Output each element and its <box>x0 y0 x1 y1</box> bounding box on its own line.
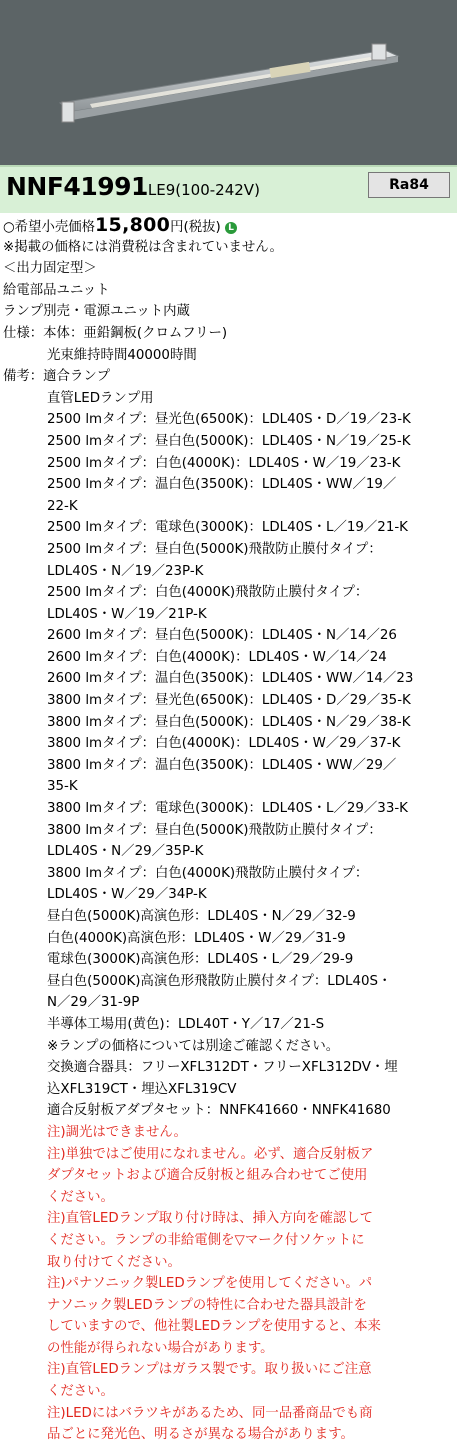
remark-line: LDL40S・W／19／21P-K <box>47 606 207 622</box>
info-line: ランプ別売・電源ユニット内蔵 <box>3 304 190 320</box>
remark-line: 22-K <box>47 498 78 514</box>
note-line: 注)パナソニック製LEDランプを使用してください。パ <box>47 1276 373 1292</box>
eco-mark-icon: L <box>225 222 237 234</box>
remark-line: 2600 lmタイプ：温白色(3500K)：LDL40S・WW／14／23 <box>47 671 414 687</box>
info-line: ※掲載の価格には消費税は含まれていません。 <box>3 239 283 255</box>
remark-line: 35-K <box>47 779 78 795</box>
info-line: 給電部品ユニット <box>3 282 110 298</box>
remark-line: 電球色(3000K)高演色形：LDL40S・L／29／29-9 <box>47 952 354 968</box>
note-line: 注)調光はできません。 <box>47 1124 187 1140</box>
general-info <box>3 237 457 345</box>
spec-sub-line: 光束維持時間40000時間 <box>47 347 197 363</box>
remark-line: 3800 lmタイプ：白色(4000K)：LDL40S・W／29／37-K <box>47 736 401 752</box>
remarks-list <box>3 388 457 1122</box>
price-line: ○希望小売価格15,800円(税抜) L <box>3 215 457 237</box>
remark-line: 適合反射板アダプタセット：NNFK41660・NNFK41680 <box>47 1103 391 1119</box>
remark-line: LDL40S・N／29／35P-K <box>47 844 204 860</box>
remark-line: 3800 lmタイプ：昼白色(5000K)飛散防止膜付タイプ： <box>47 822 382 838</box>
remark-line: 3800 lmタイプ：電球色(3000K)：LDL40S・L／29／33-K <box>47 801 408 817</box>
remark-line: 昼白色(5000K)高演色形：LDL40S・N／29／32-9 <box>47 909 356 924</box>
remark-line: N／29／31-9P <box>47 995 140 1011</box>
info-line: ＜出力固定型＞ <box>3 261 97 277</box>
note-line: 注)直管LEDランプ取り付け時は、挿入方向を確認して <box>47 1211 374 1227</box>
price-amount: 15,800 <box>95 215 171 236</box>
product-header <box>0 165 457 213</box>
remark-line: 昼白色(5000K)高演色形飛散防止膜付タイプ：LDL40S・ <box>47 973 392 989</box>
note-line: ください。 <box>47 1189 114 1205</box>
note-line: 注)直管LEDランプはガラス製です。取り扱いにご注意 <box>47 1362 372 1378</box>
remark-line: 2500 lmタイプ：白色(4000K)飛散防止膜付タイプ： <box>47 585 369 601</box>
remark-line: 3800 lmタイプ：昼白色(5000K)：LDL40S・N／29／38-K <box>47 714 411 730</box>
note-line: 注)LEDにはバラツキがあるため、同一品番商品でも商 <box>47 1405 373 1421</box>
remark-line: 3800 lmタイプ：昼光色(6500K)：LDL40S・D／29／35-K <box>47 693 411 709</box>
remark-line: 2600 lmタイプ：白色(4000K)：LDL40S・W／14／24 <box>47 649 387 665</box>
note-line: 取り付けてください。 <box>47 1254 181 1270</box>
remark-line: 白色(4000K)高演色形：LDL40S・W／29／31-9 <box>47 930 346 946</box>
light-fixture-image <box>0 0 457 165</box>
remark-line: 3800 lmタイプ：白色(4000K)飛散防止膜付タイプ： <box>47 865 369 881</box>
remark-line: 2500 lmタイプ：昼光色(6500K)：LDL40S・D／19／23-K <box>47 412 411 428</box>
remark-line: 半導体工場用(黄色)：LDL40T・Y／17／21-S <box>47 1016 325 1032</box>
remark-line: 2500 lmタイプ：昼白色(5000K)飛散防止膜付タイプ： <box>47 541 382 557</box>
product-photo <box>0 0 457 165</box>
remark-line: 3800 lmタイプ：温白色(3500K)：LDL40S・WW／29／ <box>47 757 397 773</box>
remark-line: LDL40S・W／29／34P-K <box>47 887 207 903</box>
remark-line: 直管LEDランプ用 <box>47 390 154 406</box>
remark-line: 交換適合器具：フリーXFL312DT・フリーXFL312DV・埋 <box>47 1060 398 1076</box>
remark-line: 2500 lmタイプ：昼白色(5000K)：LDL40S・N／19／25-K <box>47 433 411 449</box>
note-line: していますので、他社製LEDランプを使用すると、本来 <box>47 1319 381 1335</box>
model-suffix: LE9(100-242V) <box>147 181 260 199</box>
note-line: ナソニック製LEDランプの特性に合わせた器具設計を <box>47 1297 367 1313</box>
spec-content <box>0 213 457 1446</box>
ra-badge: Ra84 <box>368 172 450 198</box>
note-line: ダプタセットおよび適合反射板と組み合わせてご使用 <box>47 1168 368 1184</box>
remark-line: 2500 lmタイプ：温白色(3500K)：LDL40S・WW／19／ <box>47 477 397 493</box>
remark-line: LDL40S・N／19／23P-K <box>47 563 204 579</box>
notes-list <box>3 1122 457 1446</box>
remark-line: 込XFL319CT・埋込XFL319CV <box>47 1081 237 1097</box>
remark-line: ※ランプの価格については別途ご確認ください。 <box>47 1038 340 1054</box>
note-line: の性能が得られない場合があります。 <box>47 1340 274 1356</box>
note-line: ください。ランプの非給電側を▽マーク付ソケットに <box>47 1232 365 1248</box>
model-number: NNF41991LE9(100-242V) <box>6 172 260 201</box>
remark-line: 2500 lmタイプ：白色(4000K)：LDL40S・W／19／23-K <box>47 455 401 471</box>
note-line: 品ごとに発光色、明るさが異なる場合があります。 <box>47 1427 354 1443</box>
note-line: ください。 <box>47 1384 114 1400</box>
note-line: 注)単独ではご使用になれません。必ず、適合反射板ア <box>47 1146 374 1162</box>
remark-line: 2500 lmタイプ：電球色(3000K)：LDL40S・L／19／21-K <box>47 520 408 536</box>
remarks-heading: 備考：適合ランプ <box>3 369 111 385</box>
remark-line: 2600 lmタイプ：昼白色(5000K)：LDL40S・N／14／26 <box>47 628 397 644</box>
info-line: 仕様：本体：亜鉛鋼板(クロムフリー) <box>3 325 228 341</box>
